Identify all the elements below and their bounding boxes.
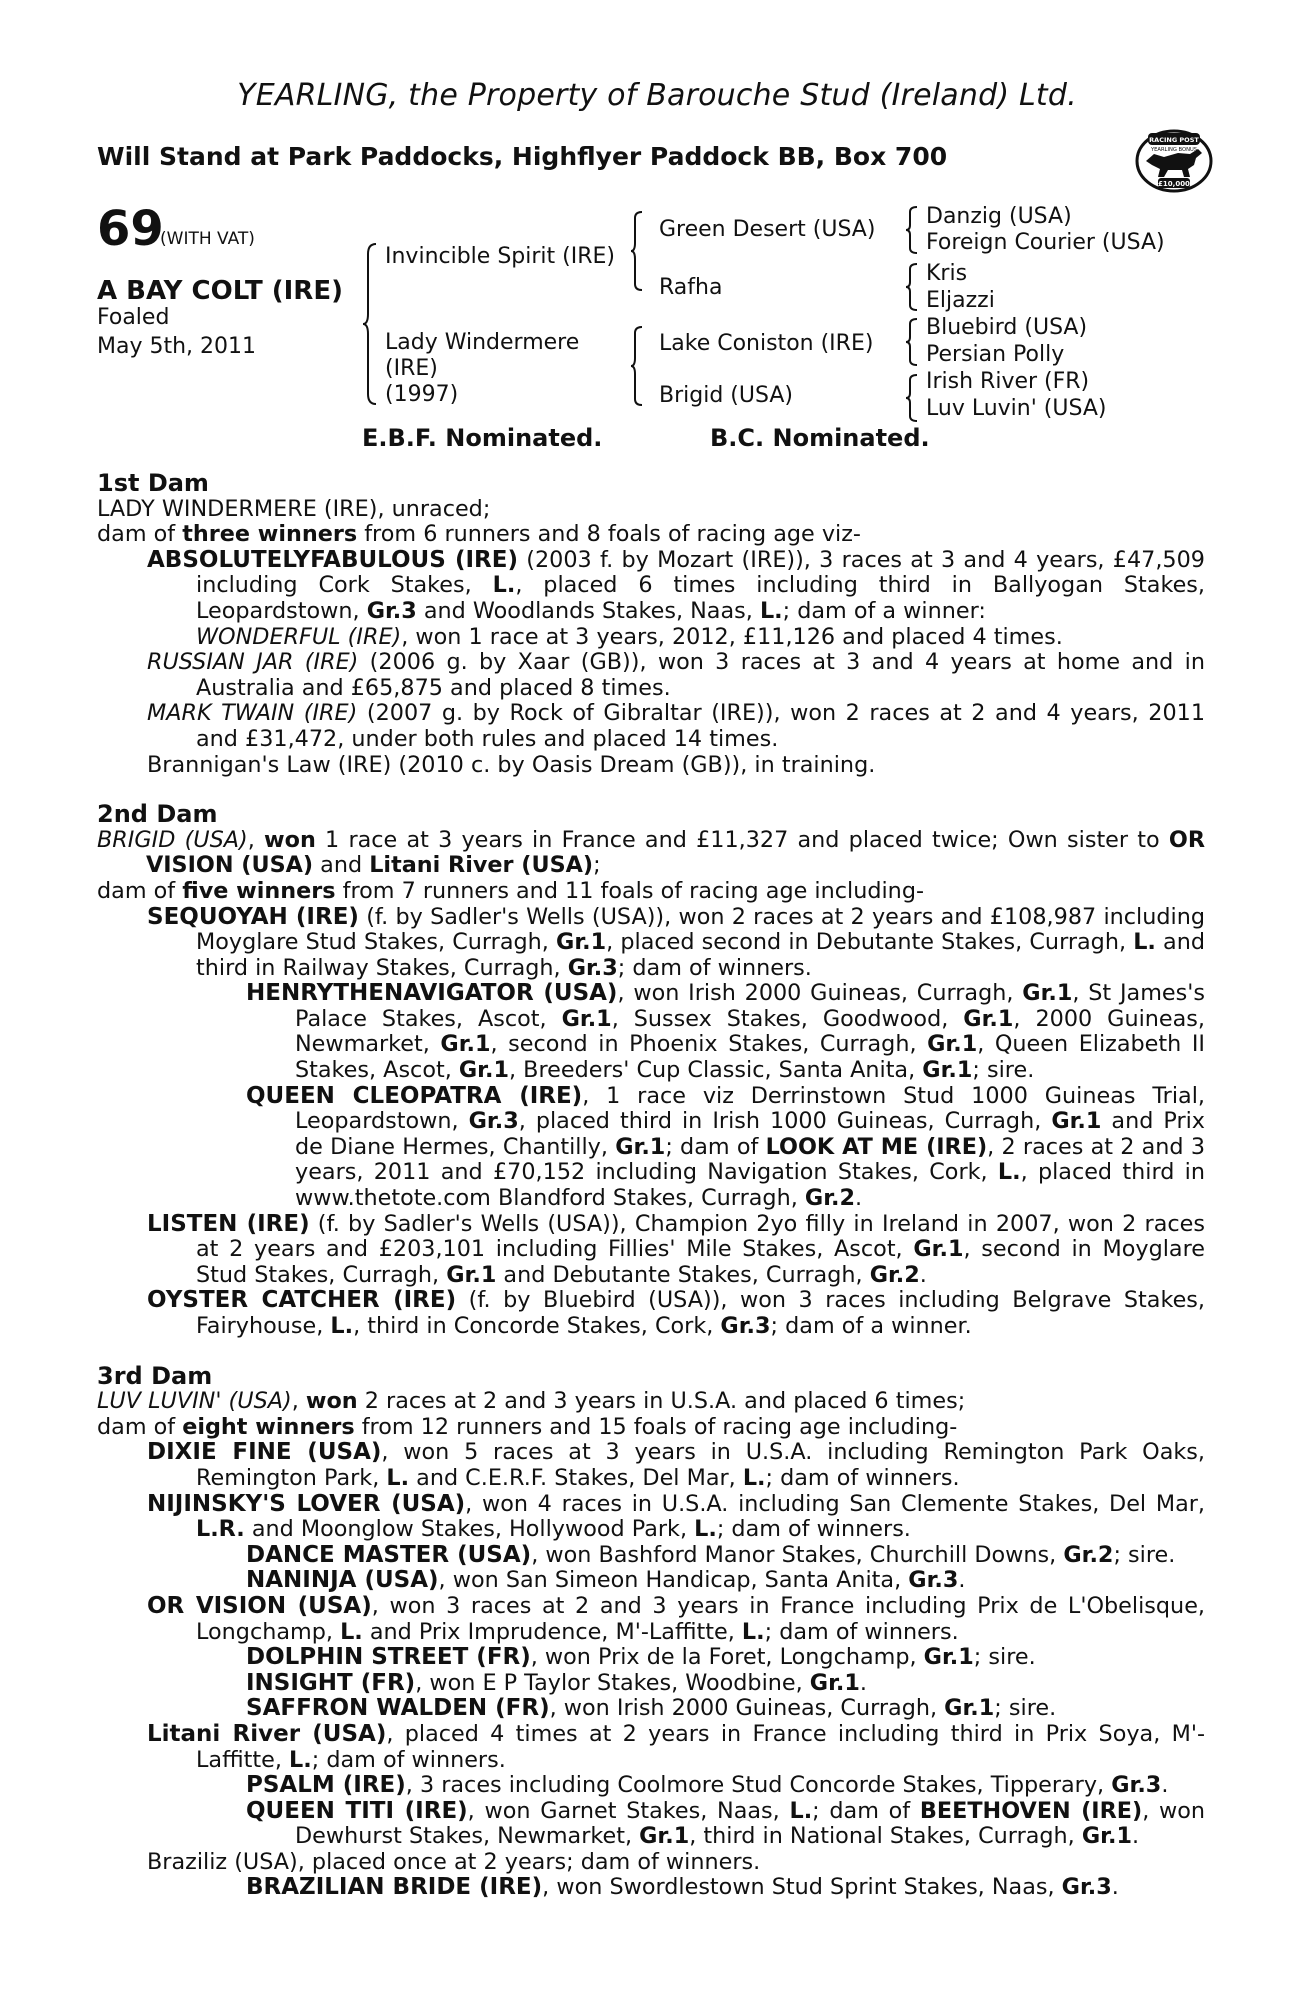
pedigree-sds: Kris [926,261,968,286]
produce-entry: NIJINSKY'S LOVER (USA), won 4 races in U.S.A. including San Clemente Stakes, Del Mar, L.R. and Moonglow Stakes, Hollywood Park, L.; dam of winners. [147,1490,1205,1543]
vat-note: (WITH VAT) [160,229,255,249]
second-dam-heading: 2nd Dam [97,800,218,829]
page-title: YEARLING, the Property of Barouche Stud (Ireland) Ltd. [237,78,1077,113]
bc-nominated: B.C. Nominated. [710,424,930,452]
pedigree-brace-ds [905,317,919,367]
produce-entry: PSALM (IRE), 3 races including Coolmore Stud Concorde Stakes, Tipperary, Gr.3. [246,1772,1169,1799]
produce-entry: Litani River (USA), placed 4 times at 2 years in France including third in Prix Soya, M'-Laffitte, L.; dam of winners. [147,1720,1206,1773]
svg-text:YEARLING BONUS: YEARLING BONUS [1150,147,1198,153]
produce-entry: SAFFRON WALDEN (FR), won Irish 2000 Guineas, Curragh, Gr.1; sire. [246,1695,1057,1722]
produce-entry: MARK TWAIN (IRE) (2007 g. by Rock of Gibraltar (IRE)), won 2 races at 2 and 4 years, 2011 and £31,472, under both rules and placed 14 times. [147,700,1206,752]
ebf-nominated: E.B.F. Nominated. [362,424,603,452]
produce-entry: HENRYTHENAVIGATOR (USA), won Irish 2000 Guineas, Curragh, Gr.1, St James's Palace Stakes, Ascot, Gr.1, Sussex Stakes, Goodwood, Gr.1, 2000 Guineas, Newmarket, Gr.1, second in Phoenix Stakes, Curragh, Gr.1, Queen Elizabeth II Stakes, Ascot, Gr.1, Breeders' Cup Classic, Santa Anita, Gr.1; sire. [246,980,1206,1084]
produce-entry: Braziliz (USA), placed once at 2 years; dam of winners. [147,1848,761,1875]
produce-entry: WONDERFUL (IRE), won 1 race at 3 years, 2012, £11,126 and placed 4 times. [196,623,1063,650]
pedigree-sire-dam: Rafha [659,275,723,300]
produce-entry: DOLPHIN STREET (FR), won Prix de la Foret, Longchamp, Gr.1; sire. [246,1644,1036,1671]
first-dam-name: LADY WINDERMERE (IRE), unraced; [97,495,491,522]
produce-entry: OYSTER CATCHER (IRE) (f. by Bluebird (USA)), won 3 races including Belgrave Stakes, Fairyhouse, L., third in Concorde Stakes, Cork, Gr.3; dam of a winner. [147,1287,1206,1339]
svg-text:RACING POST: RACING POST [1149,136,1199,144]
pedigree-dsd: Persian Polly [926,342,1065,367]
pedigree-sire: Invincible Spirit (IRE) [385,244,615,269]
pedigree-dds: Irish River (FR) [926,369,1090,394]
produce-entry: OR VISION (USA), won 3 races at 2 and 3 years in France including Prix de L'Obelisque, Longchamp, L. and Prix Imprudence, M'-Laffitte, L.; dam of winners. [147,1592,1205,1645]
first-dam-heading: 1st Dam [97,469,209,497]
third-dam-summary: dam of eight winners from 12 runners and 15 foals of racing age including- [97,1413,958,1440]
produce-entry: Brannigan's Law (IRE) (2010 c. by Oasis Dream (GB)), in training. [147,751,876,778]
foaled-info [97,303,256,361]
svg-text:£10,000: £10,000 [1158,180,1190,188]
produce-entry: NANINJA (USA), won San Simeon Handicap, Santa Anita, Gr.3. [246,1567,966,1594]
pedigree-ddd: Luv Luvin' (USA) [926,396,1107,421]
produce-entry: QUEEN TITI (IRE), won Garnet Stakes, Naas, L.; dam of BEETHOVEN (IRE), won Dewhurst Stakes, Newmarket, Gr.1, third in National Stakes, Curragh, Gr.1. [246,1797,1206,1850]
produce-entry: QUEEN CLEOPATRA (IRE), 1 race viz Derrinstown Stud 1000 Guineas Trial, Leopardstown, Gr.3, placed third in Irish 1000 Guineas, Curragh, Gr.1 and Prix de Diane Hermes, Chantilly, Gr.1; dam of LOOK AT ME (IRE), 2 races at 2 and 3 years, 2011 and £70,152 including Navigation Stakes, Cork, L., placed third in www.thetote.com Blandford Stakes, Curragh, Gr.2. [246,1082,1206,1212]
second-dam-summary: dam of five winners from 7 runners and 11 foals of racing age including- [97,877,925,904]
produce-entry: RUSSIAN JAR (IRE) (2006 g. by Xaar (GB)), won 3 races at 3 and 4 years at home and in Australia and £65,875 and placed 8 times. [147,649,1205,701]
second-dam-name: BRIGID (USA), won 1 race at 3 years in France and £11,327 and placed twice; Own sister to OR VISION (USA) and Litani River (USA); [97,826,1205,879]
produce-entry: INSIGHT (FR), won E P Taylor Stakes, Woodbine, Gr.1. [246,1669,867,1696]
pedigree-brace-dam [630,325,644,407]
foaled-date: May 5th, 2011 [97,334,257,359]
standing-location: Will Stand at Park Paddocks, Highflyer Paddock BB, Box 700 [97,142,948,171]
produce-entry: ABSOLUTELYFABULOUS (IRE) (2003 f. by Mozart (IRE)), 3 races at 3 and 4 years, £47,509 including Cork Stakes, L., placed 6 times including third in Ballyogan Stakes, Leopardstown, Gr.3 and Woodlands Stakes, Naas, L.; dam of a winner: [147,546,1205,624]
catalogue-body [97,471,1205,1901]
foaled-label: Foaled [97,305,170,330]
produce-entry: DIXIE FINE (USA), won 5 races at 3 years in U.S.A. including Remington Park Oaks, Remington Park, L. and C.E.R.F. Stakes, Del Mar, L.; dam of winners. [147,1439,1205,1491]
pedigree-brace-main [362,242,378,406]
pedigree-brace-dd [905,373,919,423]
pedigree-brace-sd [905,262,919,312]
lot-number: 69 [97,201,164,257]
produce-entry: LISTEN (IRE) (f. by Sadler's Wells (USA)), Champion 2yo filly in Ireland in 2007, won 2 races at 2 years and £203,101 including Fillies' Mile Stakes, Ascot, Gr.1, second in Moyglare Stud Stakes, Curragh, Gr.1 and Debutante Stakes, Curragh, Gr.2. [147,1210,1205,1288]
produce-entry: DANCE MASTER (USA), won Bashford Manor Stakes, Churchill Downs, Gr.2; sire. [246,1541,1176,1568]
produce-entry: SEQUOYAH (IRE) (f. by Sadler's Wells (USA)), won 2 races at 2 years and £108,987 including Moyglare Stud Stakes, Curragh, Gr.1, placed second in Debutante Stakes, Curragh, L. and third in Railway Stakes, Curragh, Gr.3; dam of winners. [147,903,1205,981]
pedigree-sss: Danzig (USA) [926,204,1072,229]
pedigree-dam: Lady Windermere (IRE) (1997) [385,330,580,407]
produce-entry: BRAZILIAN BRIDE (IRE), won Swordlestown Stud Sprint Stakes, Naas, Gr.3. [246,1874,1119,1901]
pedigree-dss: Bluebird (USA) [926,315,1088,340]
third-dam-name: LUV LUVIN' (USA), won 2 races at 2 and 3 years in U.S.A. and placed 6 times; [97,1388,966,1415]
pedigree-sire-sire: Green Desert (USA) [659,217,876,242]
pedigree-brace-sire [630,210,644,292]
pedigree-dam-dam: Brigid (USA) [659,383,793,408]
pedigree-dam-sire: Lake Coniston (IRE) [659,331,874,356]
lot-description: A BAY COLT (IRE) [97,276,343,306]
third-dam-heading: 3rd Dam [97,1361,213,1390]
first-dam-summary: dam of three winners from 6 runners and 8 foals of racing age viz- [97,521,861,548]
pedigree-sdd: Eljazzi [926,288,995,313]
racing-post-bonus-logo [1134,127,1214,195]
pedigree-brace-ss [905,205,919,255]
pedigree-ssd: Foreign Courier (USA) [926,230,1165,255]
